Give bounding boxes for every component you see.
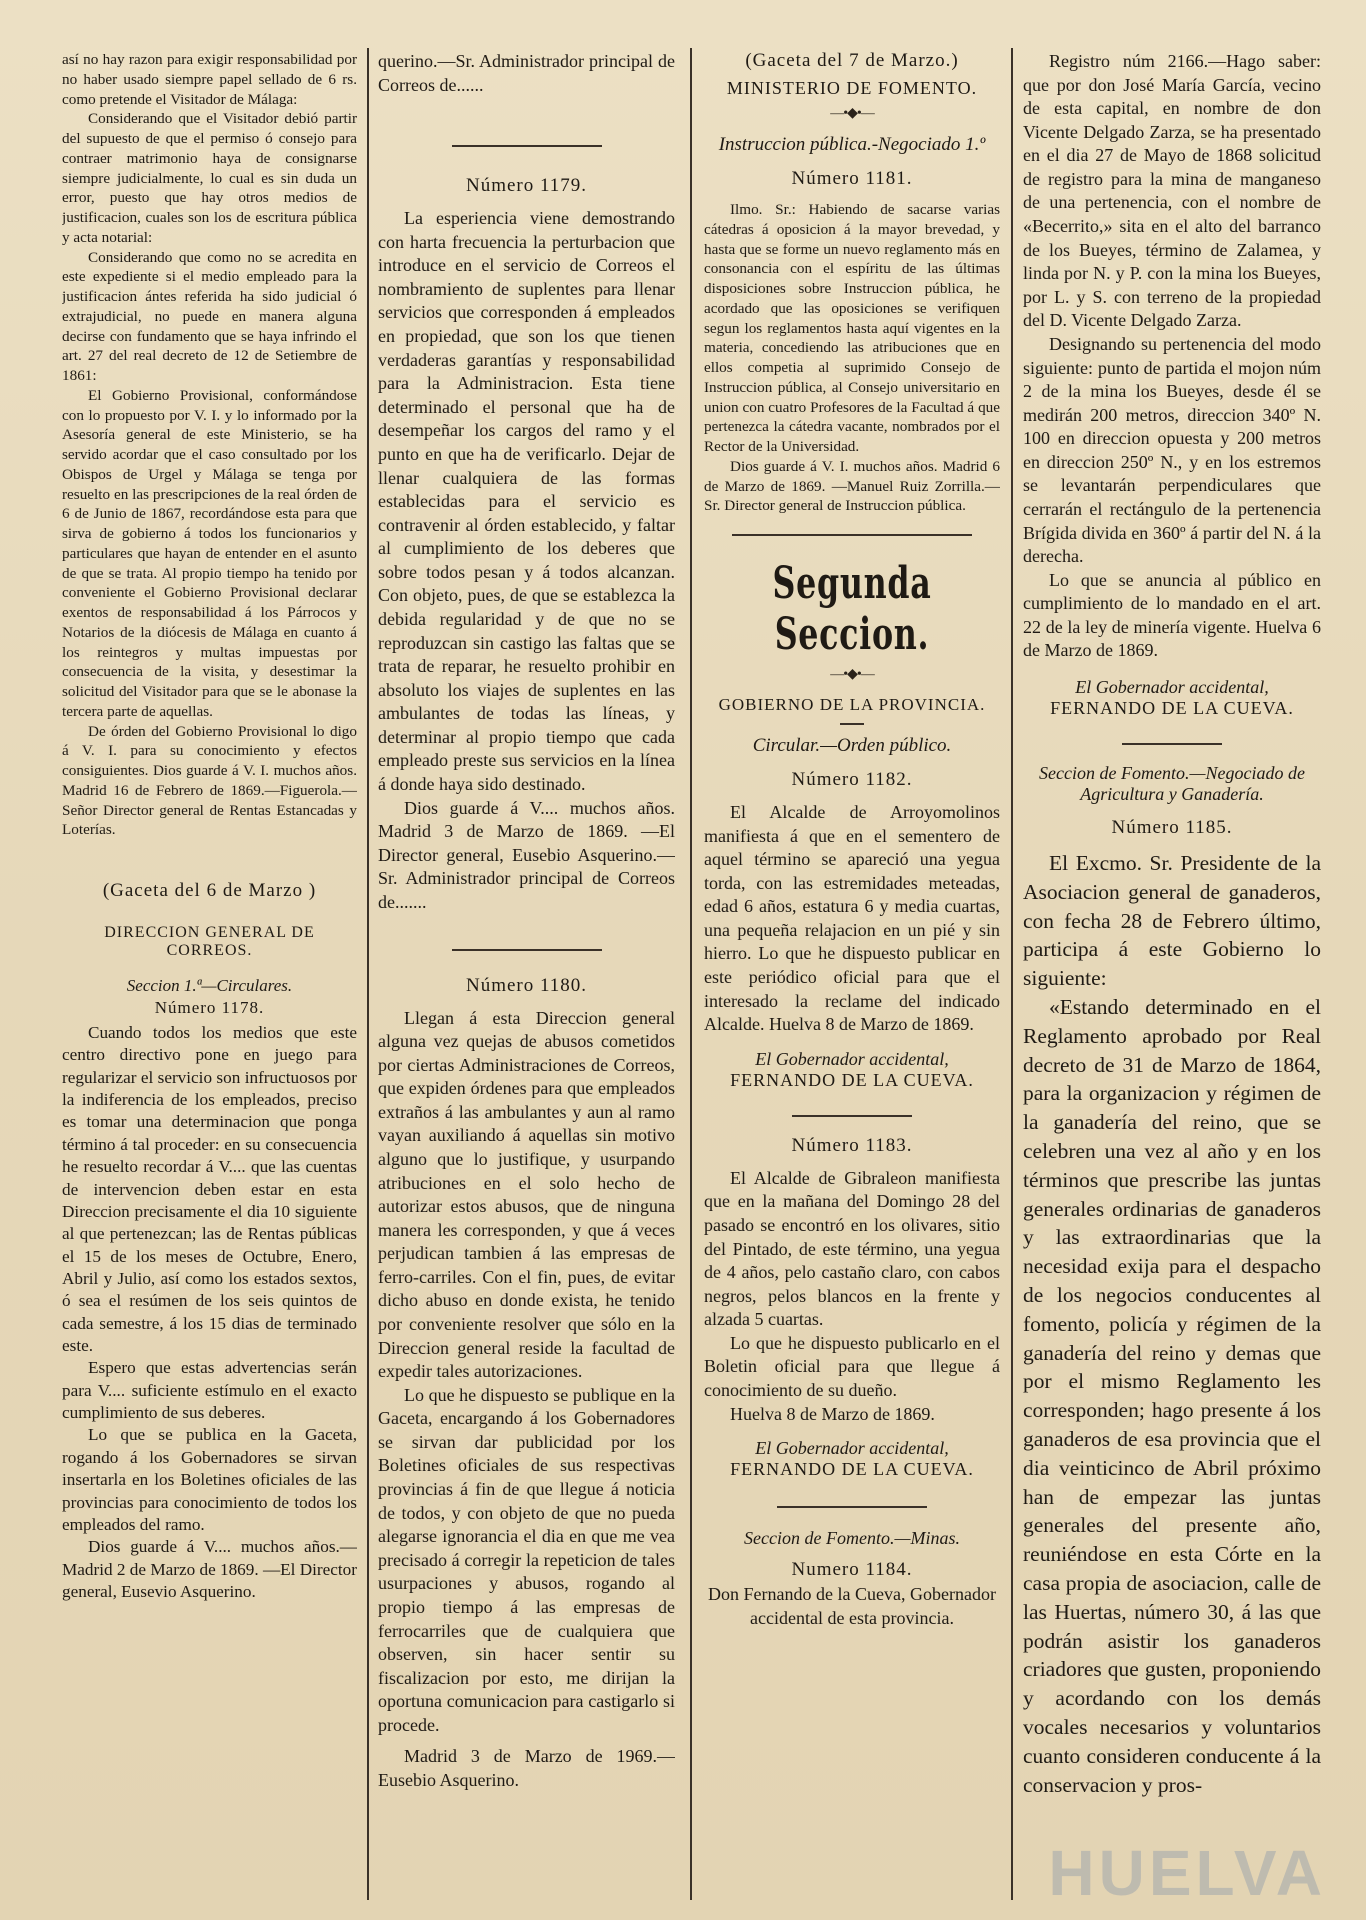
column-rule (690, 48, 692, 1900)
paragraph: Lo que he dispuesto publicarlo en el Boletin oficial para que llegue á conocimiento de su dueño. (704, 1332, 1000, 1400)
column-4 (1023, 50, 1321, 1892)
paragraph: El Alcalde de Gibraleon manifiesta que en la mañana del Domingo 28 del pasado se encontró en los olivares, sitio del Pintado, de este término, una yegua de 4 años, pelo castaño claro, con cabos negros, pelos blancos en la frente y alzada 5 cuartas. (704, 1167, 1000, 1330)
divider (792, 1115, 912, 1117)
ornament: —•◆•— (830, 106, 874, 121)
divider (732, 534, 972, 536)
article-number: Número 1181. (791, 168, 913, 189)
article-number: Número 1180. (465, 974, 588, 996)
paragraph: Lo que se anuncia al público en cumplimiento de lo mandado en el art. 22 de la ley de minería vigente. Huelva 6 de Marzo de 1869. (1023, 569, 1321, 661)
column-rule (367, 48, 369, 1900)
signature-title: El Gobernador accidental, (1075, 677, 1269, 698)
signature-name: FERNANDO DE LA CUEVA. (1050, 698, 1294, 719)
paragraph: Espero que estas advertencias serán para V.... suficiente estímulo en el exacto cumplimiento de sus deberes. (62, 1358, 357, 1423)
paragraph: Dios guarde á V.... muchos años.—Madrid 2 de Marzo de 1869. —El Director general, Eusevio Asquerino. (62, 1537, 357, 1601)
ornament: —•◆•— (830, 667, 874, 682)
section-title: Segunda Seccion. (772, 558, 932, 660)
paragraph: El Excmo. Sr. Presidente de la Asociacion general de ganaderos, con fecha 28 de Febrero último, participa á este Gobierno lo siguiente: (1023, 851, 1321, 991)
paragraph: Ilmo. Sr.: Habiendo de sacarse varias cátedras á oposicion á la mayor brevedad, y hasta que se forme un nuevo reglamento más en consonancia con el espíritu de las últimas disposiciones sobre Instruccion pública, he acordado que las oposiciones se verifiquen segun los reglamentos hasta aquí vigentes en la materia, concediendo las atribuciones que en ellos competia al suprimido Consejo de Instruccion pública, al Consejo universitario en union con cuatro Profesores de la Facultad á que pertenezca la cátedra vacante, nombrados por el Rector de la Universidad. (704, 201, 1000, 455)
paragraph: El Alcalde de Arroyomolinos manifiesta á que en el sementero de aquel término se apareció una yegua torda, con las estremidades meteadas, edad 6 años, estatura 6 y media cuartas, una pequeña relajacion en un pié y sin hierro. Lo que he dispuesto publicar en este periódico oficial para que el interesado la reclame del indicado Alcalde. Huelva 8 de Marzo de 1869. (704, 802, 1000, 1035)
paragraph: Dios guarde á V.... muchos años. Madrid 3 de Marzo de 1869. —El Director general, Eusebio Asquerino.—Sr. Administrador principal de Correos de....... (378, 797, 675, 912)
library-watermark: HUELVA (1048, 1837, 1326, 1909)
paragraph: Registro núm 2166.—Hago saber: que por don José María García, vecino de esta capital, en nombre de don Vicente Delgado Zarza, se ha presentado en el dia 27 de Mayo de 1868 solicitud de registro para la mina de manganeso de una pertenencia, con el nombre de «Becerrito,» sita en el alto del barranco de los Bueyes, término de Zalamea, y linda por N. y P. con la mina los Bueyes, por L. y S. con terreno de la propiedad del D. Vicente Delgado Zarza. (1023, 51, 1321, 331)
paragraph: Designando su pertenencia del modo siguiente: punto de partida el mojon núm 2 de la mina los Bueyes, desde él se medirán 200 metros, direccion 340º N. 100 en direccion opuesta y 200 metros en direccion 250º N., y en los estremos se levantarán perpendiculares que cerrarán el rectángulo de la pertenencia Brígida divida en 360º á partir del N. á la derecha. (1023, 333, 1321, 567)
gaceta-date: (Gaceta del 7 de Marzo.) (745, 50, 959, 71)
column-3 (704, 50, 1000, 1892)
divider (1122, 743, 1222, 745)
subsection-heading: Seccion de Fomento.—Negociado de Agricultura y Ganadería. (1039, 763, 1305, 805)
signature-name: FERNANDO DE LA CUEVA. (730, 1069, 974, 1090)
paragraph: Cuando todos los medios que este centro directivo pone en juego para regularizar el servicio son infructuosos por la indiferencia de los empleados, preciso es tomar una determinacion que ponga término á tal proceder: en su consecuencia he resuelto recordar á V.... que las cuentas de intervencion deben estar en esta Direccion precisamente el dia 10 siguiente al que pertenezcan; las de Rentas públicas el 15 de los meses de Octubre, Enero, Abril y Julio, así como los estados sextos, ó sea el resúmen de los seis quintos de cada semestre, á los 15 dias de terminado este. (62, 1023, 357, 1356)
paragraph: Don Fernando de la Cueva, Gobernador accidental de esta provincia. (708, 1584, 996, 1628)
subsection-heading: Instruccion pública.-Negociado 1.º (718, 134, 986, 155)
paragraph: La esperiencia viene demostrando con harta frecuencia la perturbacion que introduce en el servicio de Correos el nombramiento de suplentes para llenar servicios que corresponden á empleados en propiedad, que son los que tienen verdaderas garantías y responsabilidad para la Administracion. Esta tiene determinado el personal que ha de desempeñar los cargos del ramo y el punto en que ha de verificarlo. Dejar de llenar cualquiera de las formas establecidas para el servicio es contravenir al órden establecido, y faltar al cumplimiento de los deberes que sobre todos pesan y á todos alcanzan. Con objeto, pues, de que se establezca la debida regularidad y de que no se reproduzcan sin castigo las faltas que se trata de reparar, he resuelto prohibir en absoluto los viajes de suplentes en las ambulantes de todas las líneas, y determinar al propio tiempo que cada empleado preste sus servicios en la línea á donde haya sido destinado. (378, 208, 675, 795)
gaceta-date: (Gaceta del 6 de Marzo ) (102, 880, 317, 901)
paragraph: Lo que se publica en la Gaceta, rogando á los Gobernadores se sirvan insertarla en los Boletines oficiales de las provincias para conocimiento de todos los empleados del ramo. (62, 1425, 357, 1534)
section-heading: DIRECCION GENERAL DE CORREOS. (104, 924, 315, 959)
paragraph: Dios guarde á V. I. muchos años. Madrid 6 de Marzo de 1869. —Manuel Ruiz Zorrilla.—Sr. Director general de Instruccion pública. (704, 457, 1000, 515)
divider (452, 949, 602, 951)
paragraph: «Estando determinado en el Reglamento aprobado por Real decreto de 31 de Marzo de 1864, para la organizacion y régimen de la ganadería del reino, que se celebren una vez al año y en los términos que prescribe las juntas generales ordinarias de ganaderos y las extraordinarias que la necesidad exija para el despacho de los negocios conducentes al fomento, policía y régimen de la ganadería del reino y demas que por el mismo Reglamento les corresponden; hago presente á los ganaderos de esa provincia que el dia veinticinco de Abril próximo han de empezar las juntas generales del presente año, reuniéndose en esta Córte en la casa propia de asociacion, calle de las Huertas, número 30, á las que podrán asistir los ganaderos criadores que gusten, proponiendo y acordando con los demás vocales necesarios y voluntarios cuanto consideren conducente á la conservacion y pros- (1023, 995, 1321, 1797)
paragraph: querino.—Sr. Administrador principal de Correos de...... (378, 51, 675, 95)
article-number: Numero 1184. (791, 1559, 913, 1581)
signature-title: El Gobernador accidental, (755, 1438, 949, 1459)
paragraph: Madrid 3 de Marzo de 1969.—Eusebio Asquerino. (378, 1746, 675, 1790)
article-number: Número 1179. (465, 175, 588, 197)
divider (452, 145, 602, 147)
divider (840, 723, 864, 725)
article-number: Número 1178. (154, 998, 265, 1017)
article-number: Número 1185. (1111, 817, 1233, 839)
paragraph: El Gobierno Provisional, conformándose con lo propuesto por V. I. y lo informado por la Asesoría general de este Ministerio, se ha servido acordar que el caso consultado por los Obispos de Urgel y Málaga se tenga por resuelto en las prescripciones de la real órden de 6 de Junio de 1867, recordándose esta para que sirva de gobierno á todos los funcionarios y particulares que hayan de entender en el asunto de que se trata. Al propio tiempo ha tenido por conveniente el Gobierno Provisional declarar exentos de responsabilidad á los Párrocos y Notarios de la diócesis de Málaga en cuanto á los reintegros y multas impuestas por consecuencia de la visita, y desestimar la solicitud del Visitador para que se le abonase la tercera parte de aquellas. (62, 386, 357, 720)
paragraph: Considerando que el Visitador debió partir del supuesto de que el permiso ó consejo para contraer matrimonio haya de consignarse siempre judicialmente, lo cual es sin duda un error, puesto que hay otros medios de justificacion, cuales son los de escritura pública y acta notarial: (62, 110, 357, 246)
paragraph: Considerando que como no se acredita en este expediente si el medio empleado para la justificacion ántes referida ha sido judicial ó extrajudicial, no puede en manera alguna decirse con fundamento que se haya infrindo el art. 27 del real decreto de 12 de Setiembre de 1861: (62, 248, 357, 384)
paragraph: Lo que he dispuesto se publique en la Gaceta, encargando á los Gobernadores se sirvan dar publicidad por los Boletines oficiales de sus respectivas provincias á fin de que llegue á noticia de todos, y con objeto de que no pueda alegarse ignorancia el dia en que me vea precisado á corregir la repeticion de tales usurpaciones y abusos, rogando al propio tiempo á las empresas de ferrocarriles que de cualquiera que observen, sin hacer sentir su fiscalizacion por esto, me dirijan la oportuna comunicacion para castigarlo si procede. (378, 1384, 675, 1735)
article-number: Número 1182. (791, 769, 913, 790)
paragraph: Huelva 8 de Marzo de 1869. (730, 1403, 935, 1424)
paragraph: así no hay razon para exigir responsabilidad por no haber usado siempre papel sellado de 6 rs. como pretende el Visitador de Málaga: (62, 51, 357, 108)
article-number: Número 1183. (791, 1134, 913, 1156)
subsection-heading: Seccion 1.ª—Circulares. (126, 976, 293, 995)
section-heading: GOBIERNO DE LA PROVINCIA. (718, 695, 986, 714)
column-1 (62, 50, 357, 1892)
subsection-heading: Circular.—Orden público. (752, 735, 952, 756)
paragraph: De órden del Gobierno Provisional lo digo á V. I. para su conocimiento y efectos consiguientes. Dios guarde á V. I. muchos años. Madrid 16 de Febrero de 1869.—Figuerola.—Señor Director general de Rentas Estancadas y Loterías. (62, 722, 357, 839)
paragraph: Llegan á esta Direccion general alguna vez quejas de abusos cometidos por ciertas Administraciones de Correos, que expiden órdenes para que empleados extraños á las ambulantes y aun al ramo vayan auxiliando á aquellas sin motivo alguno que lo justifique, y usurpando atribuciones en el solo hecho de autorizar estos abusos, que de ninguna manera les corresponden, y que á veces perjudican tambien á las empresas de ferro-carriles. Con el fin, pues, de evitar dicho abuso en donde exista, he tenido por conveniente resolver que sólo en la Direccion general reside la facultad de expedir tales autorizaciones. (378, 1007, 675, 1382)
signature-title: El Gobernador accidental, (755, 1048, 949, 1069)
column-rule (1011, 48, 1013, 1900)
signature-name: FERNANDO DE LA CUEVA. (730, 1459, 974, 1480)
column-2 (378, 50, 675, 1892)
subsection-heading: Seccion de Fomento.—Minas. (744, 1528, 960, 1549)
divider (777, 1506, 927, 1508)
section-heading: MINISTERIO DE FOMENTO. (726, 78, 978, 98)
